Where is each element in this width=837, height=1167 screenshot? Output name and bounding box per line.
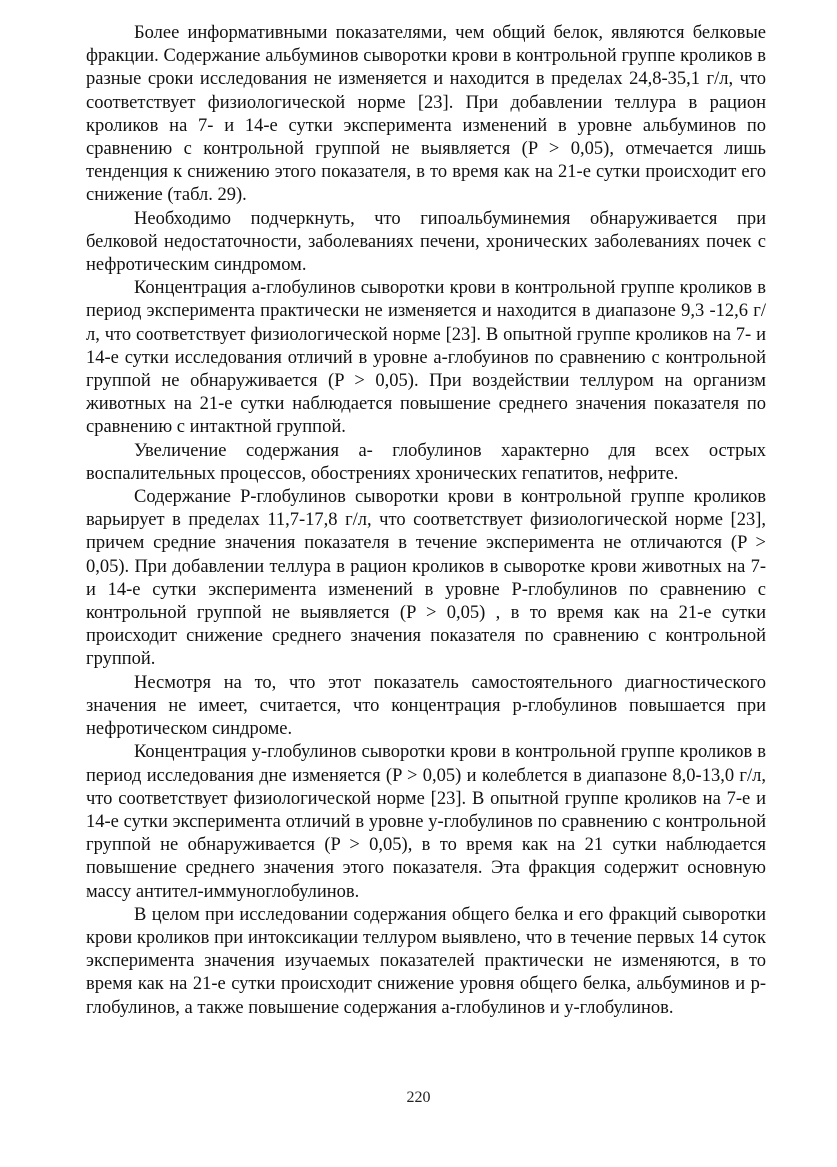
paragraph-protein-fractions: Более информативными показателями, чем общий белок, являются белковые фракции. Содержание альбуминов сыворотки крови в контрольной группе кроликов в разные сроки исследования не изменяется и находится в пределах 24,8-35,1 г/л, что соответствует физиологической норме [23]. При добавлении теллура в рацион кроликов на 7- и 14-е сутки эксперимента изменений в уровне альбуминов по сравнению с контрольной группой не выявляется (P > 0,05), отмечается лишь тенденция к снижению этого показателя, в то время как на 21-е сутки происходит его снижение (табл. 29). <box>86 23 766 206</box>
paragraph-gamma-globulins: Концентрация у-глобулинов сыворотки крови в контрольной группе кроликов в период исследования дне изменяется (P > 0,05) и колеблется в диапазоне 8,0-13,0 г/л, что соответствует физиологической норме [23]. В опытной группе кроликов на 7-е и 14-е сутки эксперимента отличий в уровне у-глобулинов по сравнению с контрольной группой не обнаруживается (P > 0,05), в то время как на 21 сутки наблюдается повышение среднего значения этого показателя. Эта фракция содержит основную массу антител-иммуноглобулинов. <box>86 742 766 902</box>
page-number: 220 <box>406 1089 431 1106</box>
paragraph-beta-globulins: Содержание Р-глобулинов сыворотки крови в контрольной группе кроликов варьирует в пределах 11,7-17,8 г/л, что соответствует физиологической норме [23], причем средние значения показателя в течение эксперимента не отличаются (P > 0,05). При добавлении теллура в рацион кроликов в сыворотке крови животных на 7- и 14-е сутки эксперимента изменений в уровне Р-глобулинов по сравнению с контрольной группой не выявляется (P > 0,05) , в то время как на 21-е сутки происходит снижение среднего значения показателя по сравнению с контрольной группой. <box>86 487 766 670</box>
paragraph-beta-diagnostic: Несмотря на то, что этот показатель самостоятельного диагностического значения не имеет, считается, что концентрация р-глобулинов повышается при нефротическом синдроме. <box>86 672 766 740</box>
paragraph-conclusion: В целом при исследовании содержания общего белка и его фракций сыворотки крови кроликов при интоксикации теллуром выявлено, что в течение первых 14 суток эксперимента значения изучаемых показателей практически не изменяются, в то время как на 21-е сутки происходит снижение уровня общего белка, альбуминов и р-глобулинов, а также повышение содержания а-глобулинов и у-глобулинов. <box>86 904 766 1018</box>
page-body <box>86 22 766 1020</box>
paragraph-hypoalbuminemia: Необходимо подчеркнуть, что гипоальбуминемия обнаруживается при белковой недостаточности, заболеваниях печени, хронических заболеваниях почек с нефротическим синдромом. <box>86 208 766 276</box>
paragraph-alpha-increase: Увеличение содержания а- глобулинов характерно для всех острых воспалительных процессов, обострениях хронических гепатитов, нефрите. <box>86 440 766 484</box>
paragraph-alpha-globulins: Концентрация а-глобулинов сыворотки крови в контрольной группе кроликов в период эксперимента практически не изменяется и находится в диапазоне 9,3 -12,6 г/л, что соответствует физиологической норме [23]. В опытной группе кроликов на 7- и 14-е сутки исследования отличий в уровне а-глобуинов по сравнению с контрольной группой не обнаруживается (P > 0,05). При воздействии теллуром на организм животных на 21-е сутки наблюдается повышение среднего значения показателя по сравнению с интактной группой. <box>86 278 766 438</box>
